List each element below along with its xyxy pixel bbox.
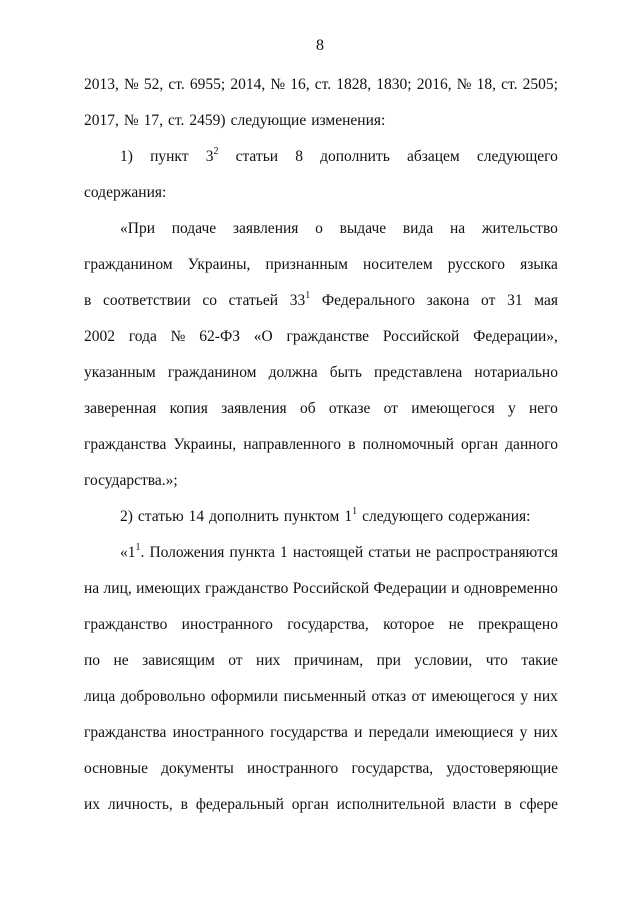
word: следующего xyxy=(476,148,558,165)
word: передали xyxy=(368,724,430,741)
word: Украины, xyxy=(187,256,251,273)
word: федеральный xyxy=(195,796,284,813)
word: основные xyxy=(84,760,148,777)
word: быть xyxy=(329,364,362,381)
word: иностранного xyxy=(172,724,264,741)
word: пунктом xyxy=(283,508,340,525)
word: № xyxy=(123,112,139,129)
word: мая xyxy=(534,292,558,309)
text-line xyxy=(84,255,558,275)
word: 2459) xyxy=(189,112,226,129)
word: гражданином xyxy=(84,256,173,273)
word: языка xyxy=(520,256,558,273)
word: 2) xyxy=(120,508,133,525)
word: 1830; xyxy=(376,76,412,93)
word: 17, xyxy=(143,112,164,129)
text-line xyxy=(120,147,558,167)
word: полномочный xyxy=(362,436,454,453)
word: заявления xyxy=(232,220,299,237)
word: их xyxy=(84,796,101,813)
word: абзацем xyxy=(406,148,460,165)
word: власти xyxy=(452,796,497,813)
word: 1828, xyxy=(336,76,372,93)
word: отказ xyxy=(371,688,407,705)
word: № xyxy=(170,328,186,345)
text-line xyxy=(84,183,558,203)
word: статьи xyxy=(235,148,279,165)
word: настоящей xyxy=(292,544,364,561)
text-line xyxy=(84,327,558,347)
word: пункта xyxy=(229,544,275,561)
word: от xyxy=(228,652,243,669)
word: гражданства xyxy=(84,724,167,741)
word: документы xyxy=(161,760,234,777)
word: орган xyxy=(291,796,329,813)
word: «При xyxy=(120,220,155,237)
word: гражданства xyxy=(84,436,167,453)
word: 2505; xyxy=(522,76,558,93)
word: исполнительной xyxy=(336,796,445,813)
word: одновременно xyxy=(463,580,558,597)
word: 16, xyxy=(290,76,310,93)
word: от xyxy=(481,292,496,309)
word: на xyxy=(449,220,466,237)
word: иностранного xyxy=(247,760,339,777)
word: жительство xyxy=(481,220,558,237)
word: удостоверяющие xyxy=(446,760,558,777)
word: копия xyxy=(169,400,208,417)
word: года xyxy=(128,328,157,345)
word: что xyxy=(485,652,508,669)
word: него xyxy=(529,400,558,417)
word: лиц, xyxy=(103,580,132,597)
word: статьи xyxy=(368,544,411,561)
text-line xyxy=(84,651,558,671)
word: иностранного xyxy=(181,616,273,633)
word: 2014, xyxy=(230,76,266,93)
word: следующие xyxy=(230,112,307,129)
word: Российской xyxy=(292,580,370,597)
superscript-suffix: . xyxy=(140,544,145,561)
word: № xyxy=(270,76,286,93)
word: гражданство xyxy=(205,580,289,597)
word: письменный xyxy=(283,688,366,705)
word: и xyxy=(451,580,460,597)
word: оформили xyxy=(210,688,278,705)
word: гражданином xyxy=(167,364,257,381)
word: имеющегося xyxy=(411,400,495,417)
text-line xyxy=(84,723,558,743)
word: Федерации», xyxy=(473,328,558,345)
word: «О xyxy=(253,328,273,345)
word: направленного xyxy=(243,436,341,453)
word: 6955; xyxy=(189,76,226,93)
word: 31 xyxy=(507,292,523,309)
word: дополнить xyxy=(320,148,390,165)
word: должна xyxy=(268,364,318,381)
word: со xyxy=(202,292,217,309)
word: нотариально xyxy=(474,364,558,381)
word: гражданство xyxy=(84,616,168,633)
text-line xyxy=(84,759,558,779)
word: имеющиеся xyxy=(435,724,514,741)
text-line xyxy=(84,687,558,707)
text-line xyxy=(120,219,558,239)
text-line xyxy=(84,471,558,491)
text-line xyxy=(84,75,558,95)
word: и xyxy=(354,724,363,741)
word: 2017, xyxy=(84,112,119,129)
word: «$1^1$. xyxy=(120,541,145,561)
word: подаче xyxy=(171,220,217,237)
word: имеющих xyxy=(136,580,201,597)
word: по xyxy=(84,652,101,669)
word: соответствии xyxy=(103,292,191,309)
word: такие xyxy=(521,652,558,669)
word: Положения xyxy=(149,544,225,561)
word: орган xyxy=(461,436,499,453)
word: добровольно xyxy=(120,688,206,705)
word: Федерального xyxy=(321,292,415,309)
word: у xyxy=(520,688,529,705)
superscript: 1 xyxy=(352,505,358,517)
word: зависящим xyxy=(142,652,215,669)
word: личность, xyxy=(107,796,173,813)
word: заверенная xyxy=(84,400,157,417)
word: 18, xyxy=(476,76,497,93)
word: гражданстве xyxy=(286,328,370,345)
word: ст. xyxy=(501,76,518,93)
word: в xyxy=(504,796,512,813)
word: статью xyxy=(137,508,184,525)
word: заявления xyxy=(221,400,287,417)
word: не xyxy=(113,652,129,669)
superscript: 1 xyxy=(135,541,141,553)
word: закона xyxy=(426,292,470,309)
word: которое xyxy=(383,616,435,633)
word: № xyxy=(456,76,472,93)
word: № xyxy=(124,76,139,93)
word: носителем xyxy=(362,256,433,273)
word: содержания: xyxy=(84,184,167,201)
word: 14 xyxy=(188,508,205,525)
word: них xyxy=(256,652,281,669)
word: государства xyxy=(270,724,348,741)
text-line xyxy=(84,579,558,599)
word: 8 xyxy=(295,148,303,165)
word: изменения: xyxy=(311,112,386,129)
word: них xyxy=(533,724,558,741)
word: вида xyxy=(402,220,434,237)
word: 62-ФЗ xyxy=(199,328,240,345)
word: условии, xyxy=(414,652,473,669)
word: сфере xyxy=(519,796,558,813)
word: не xyxy=(415,544,431,561)
word: следующего xyxy=(362,508,444,525)
word: у xyxy=(519,724,528,741)
word: дополнить xyxy=(209,508,279,525)
word: в xyxy=(348,436,356,453)
word: содержания: xyxy=(448,508,531,525)
word: выдаче xyxy=(339,220,387,237)
word: в xyxy=(180,796,188,813)
text-line xyxy=(84,435,558,455)
word: статьей xyxy=(228,292,279,309)
text-line xyxy=(84,111,558,131)
word: причинам, xyxy=(293,652,364,669)
word: прекращено xyxy=(478,616,558,633)
word: у xyxy=(507,400,516,417)
word: государства, xyxy=(351,760,434,777)
word: 2016, xyxy=(416,76,452,93)
word: 2002 xyxy=(84,328,115,345)
word: указанным xyxy=(84,364,156,381)
word: отказе xyxy=(328,400,371,417)
word: о xyxy=(315,220,323,237)
text-line xyxy=(84,615,558,635)
word: ст. xyxy=(314,76,332,93)
word: русского xyxy=(447,256,506,273)
word: 1) xyxy=(120,148,133,165)
word: них xyxy=(533,688,558,705)
word: лица xyxy=(84,688,116,705)
text-line xyxy=(120,507,558,527)
text-line xyxy=(84,795,558,815)
text-line xyxy=(84,291,558,311)
word: признанным xyxy=(265,256,348,273)
word: имеющегося xyxy=(431,688,515,705)
word: от xyxy=(411,688,426,705)
word: государства, xyxy=(287,616,369,633)
word: при xyxy=(376,652,401,669)
word: Российской xyxy=(382,328,460,345)
word: Федерации xyxy=(373,580,447,597)
text-line xyxy=(84,363,558,383)
word: ст. xyxy=(168,112,185,129)
word: 1 xyxy=(280,544,288,561)
word: на xyxy=(84,580,100,597)
word: в xyxy=(84,292,92,309)
word: данного xyxy=(505,436,558,453)
superscript: 2 xyxy=(213,145,219,157)
word: 52, xyxy=(143,76,164,93)
word: не xyxy=(448,616,464,633)
word: распространяются xyxy=(436,544,558,561)
word: об xyxy=(299,400,316,417)
word: $3^2$ xyxy=(205,145,219,165)
word: представлена xyxy=(374,364,463,381)
word: Украины, xyxy=(173,436,237,453)
word: $1^1$ xyxy=(344,505,358,525)
word: государства.»; xyxy=(84,472,178,489)
word: пункт xyxy=(150,148,189,165)
word: 2013, xyxy=(84,76,119,93)
word: $33^1$ xyxy=(289,289,311,309)
text-line xyxy=(84,399,558,419)
word: от xyxy=(383,400,398,417)
superscript: 1 xyxy=(305,289,311,301)
text-line xyxy=(120,543,558,563)
word: ст. xyxy=(168,76,185,93)
page-number: 8 xyxy=(316,37,324,54)
